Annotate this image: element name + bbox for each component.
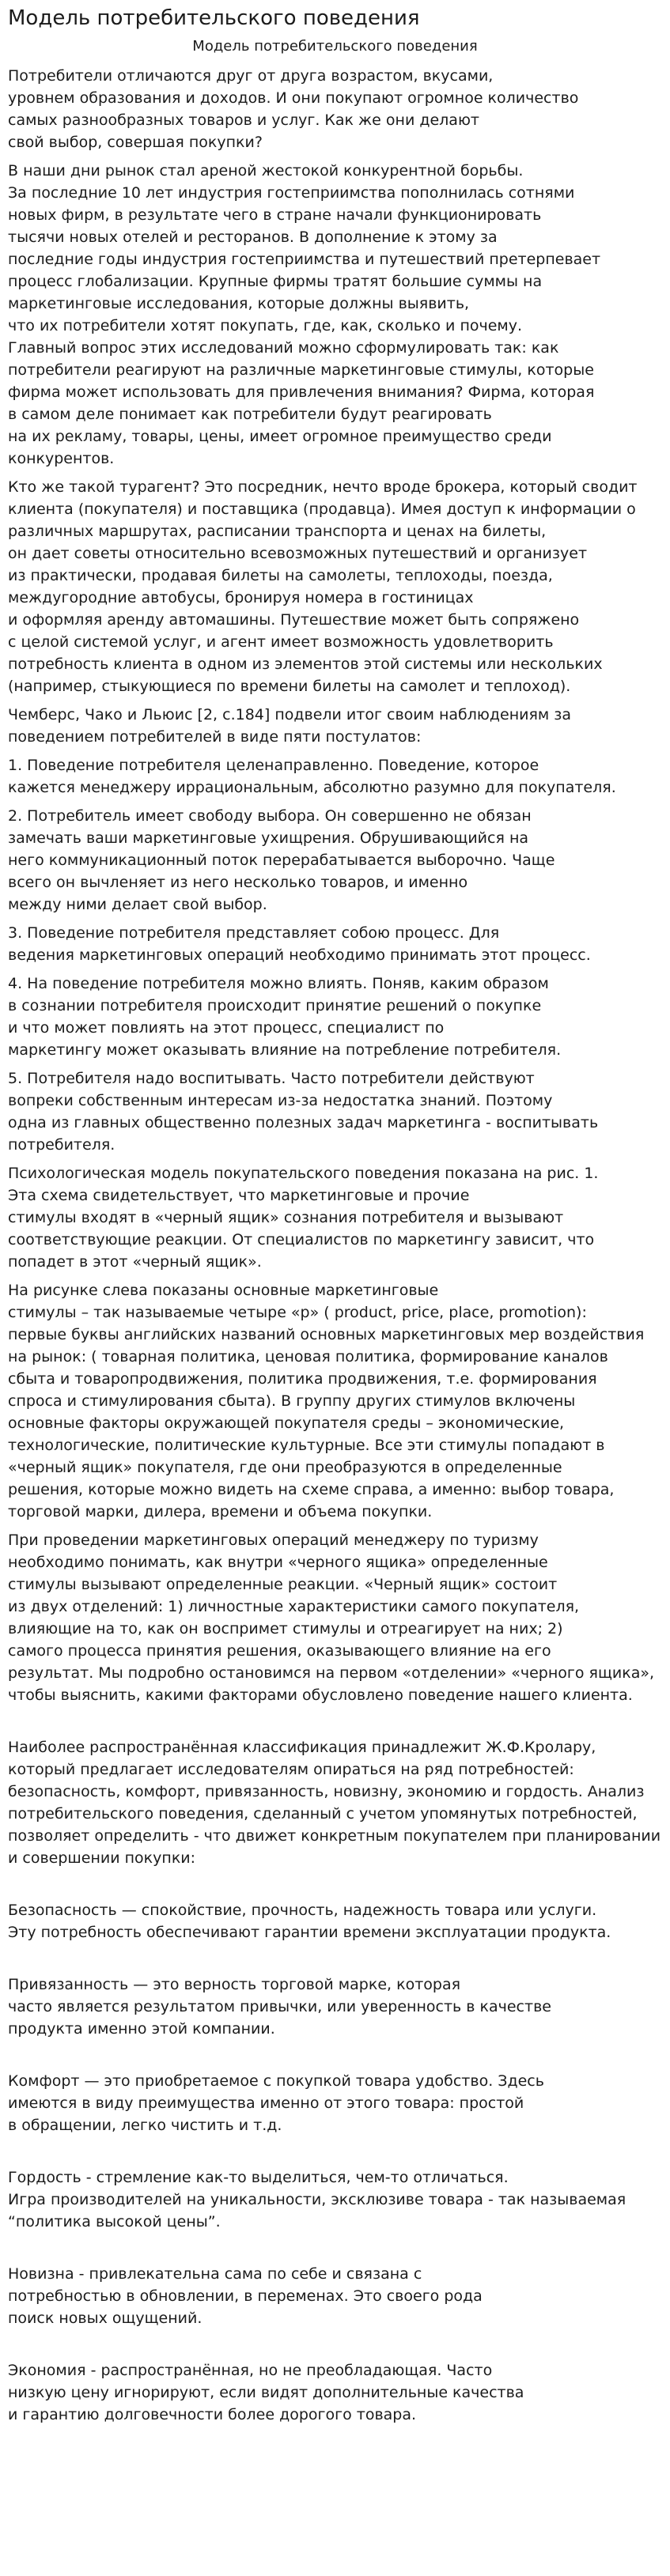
postulate-3: 3. Поведение потребителя представляет собою процесс. Для ведения маркетинговых операций необходимо принимать этот процесс. — [8, 924, 591, 964]
need-comfort: Комфорт — это приобретаемое с покупкой товара удобство. Здесь имеются в виду преимущества именно от этого товара: простой в обращении, легко чистить и т.д. — [8, 2072, 544, 2134]
postulate-2: 2. Потребитель имеет свободу выбора. Он совершенно не обязан замечать ваши маркетинговые ухищрения. Обрушивающийся на него коммуникационный поток перерабатывается выборочно. Чаще всего он вычленяет из него несколько товаров, и именно между ними делает свой выбор. — [8, 807, 555, 913]
paragraph-black-box: При проведении маркетинговых операций менеджеру по туризму необходимо понимать, как внутри «черного ящика» определенные стимулы вызывают определенные реакции. «Черный ящик» состоит из двух отделений: 1) личностные характеристики самого покупателя, влияющие на то, как он воспримет стимулы и отреагирует на них; 2) самого процесса принятия решения, оказывающего влияние на его результат. Мы подробно остановимся на первом «отделении» «черного ящика», чтобы выяснить, какими факторами обусловлено поведение нашего клиента. — [8, 1532, 655, 1704]
need-economy: Экономия - распространённая, но не преобладающая. Часто низкую цену игнорируют, если видят дополнительные качества и гарантию долговечности более дорогого товара. — [8, 2362, 524, 2423]
postulate-1: 1. Поведение потребителя целенаправленно. Поведение, которое кажется менеджеру иррациональным, абсолютно разумно для покупателя. — [8, 757, 616, 796]
paragraph-psych-model: Психологическая модель покупательского поведения показана на рис. 1. Эта схема свидетельствует, что маркетинговые и прочие стимулы входят в «черный ящик» сознания потребителя и вызывают соответствующие реакции. От специалистов по маркетингу зависит, что попадет в этот «черный ящик». — [8, 1165, 599, 1271]
paragraph-postulates-intro: Чемберс, Чако и Льюис [2, с.184] подвели итог своим наблюдениям за поведением потребителей в виде пяти постулатов: — [8, 706, 572, 746]
need-novelty: Новизна - привлекательна сама по себе и связана с потребностью в обновлении, в переменах. Это своего рода поиск новых ощущений. — [8, 2265, 483, 2327]
postulate-5: 5. Потребителя надо воспитывать. Часто потребители действуют вопреки собственным интересам из-за недостатка знаний. Поэтому одна из главных общественно полезных задач маркетинга - воспитывать потребителя. — [8, 1070, 599, 1154]
paragraph-classification: Наиболее распространённая классификация принадлежит Ж.Ф.Кролару, который предлагает исследователям опираться на ряд потребностей: безопасность, комфорт, привязанность, новизну, экономию и гордость. Анализ потребительского поведения, сделанный с учетом упомянутых потребностей, позволяет определить - что движет конкретным покупателем при планировании и совершении покупки: — [8, 1739, 661, 1867]
paragraph-four-p: На рисунке слева показаны основные маркетинговые стимулы – так называемые четыре «р» ( product, price, place, promotion): первые буквы английских названий основных маркетинговых мер воздействия на рынок: ( товарная политика, ценовая политика, формирование каналов сбыта и товаропродвижения, политика продвижения, т.е. формирования спроса и стимулирования сбыта). В группу других стимулов включены основные факторы окружающей покупателя среды – экономические, технологические, политические культурные. Все эти стимулы попадают в «черный ящик» покупателя, где они преобразуются в определенные решения, которые можно видеть на схеме справа, а именно: выбор товара, торговой марки, дилера, времени и объема покупки. — [8, 1282, 645, 1520]
paragraph-intro: Потребители отличаются друг от друга возрастом, вкусами, уровнем образования и доходов. И они покупают огромное количество самых разнообразных товаров и услуг. Как же они делают свой выбор, совершая покупки? — [8, 67, 579, 151]
paragraph-travel-agent: Кто же такой турагент? Это посредник, нечто вроде брокера, который сводит клиента (покупателя) и поставщика (продавца). Имея доступ к информации о различных маршрутах, расписании транспорта и ценах на билеты, он дает советы относительно всевозможных путешествий и организует из практически, продавая билеты на самолеты, теплоходы, поезда, междугородние автобусы, бронируя номера в гостиницах и оформляя аренду автомашины. Путешествие может быть сопряжено с целой системой услуг, и агент имеет возможность удовлетворить потребность клиента в одном из элементов этой системы или нескольких (например, стыкующиеся по времени билеты на самолет и теплоход). — [8, 478, 638, 695]
page-title: Модель потребительского поведения — [8, 6, 420, 30]
need-pride: Гордость - стремление как-то выделиться, чем-то отличаться. Игра производителей на уникальности, эксклюзиве товара - так называемая “политика высокой цены”. — [8, 2169, 626, 2230]
postulate-4: 4. На поведение потребителя можно влиять. Поняв, каким образом в сознании потребителя происходит принятие решений о покупке и что может повлиять на этот процесс, специалист по маркетингу может оказывать влияние на потребление потребителя. — [8, 975, 562, 1059]
need-safety: Безопасность — спокойствие, прочность, надежность товара или услуги. Эту потребность обеспечивают гарантии времени эксплуатации продукта. — [8, 1902, 611, 1941]
need-attachment: Привязанность — это верность торговой марке, которая часто является результатом привычки, или уверенность в качестве продукта именно этой компании. — [8, 1976, 551, 2038]
paragraph-market: В наши дни рынок стал ареной жестокой конкурентной борьбы. За последние 10 лет индустрия гостеприимства пополнилась сотнями новых фирм, в результате чего в стране начали функционировать тысячи новых отелей и ресторанов. В дополнение к этому за последние годы индустрия гостеприимства и путешествий претерпевает процесс глобализации. Крупные фирмы тратят большие суммы на маркетинговые исследования, которые должны выявить, что их потребители хотят покупать, где, как, сколько и почему. Главный вопрос этих исследований можно сформулировать так: как потребители реагируют на различные маркетинговые стимулы, которые фирма может использовать для привлечения внимания? Фирма, которая в самом деле понимает как потребители будут реагировать на их рекламу, товары, цены, имеет огромное преимущество среди конкурентов. — [8, 162, 601, 467]
document-subtitle: Модель потребительского поведения — [192, 38, 478, 55]
